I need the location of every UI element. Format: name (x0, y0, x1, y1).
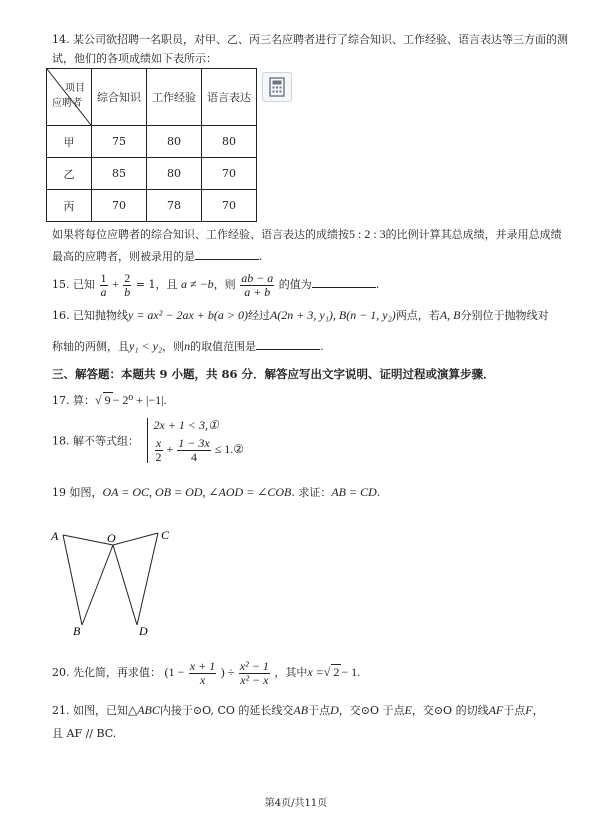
table-cell: 70 (202, 190, 257, 222)
q14-after2: 最高的应聘者，则被录用的是 . (52, 250, 263, 263)
table-row (47, 158, 257, 190)
page-footer: 第4页/共11页 (264, 798, 328, 809)
score-table (46, 68, 257, 222)
corner-bottom-label: 应聘者 (52, 98, 82, 109)
ineq-1: 2x + 1 < 3,① (153, 418, 219, 432)
calculator-icon[interactable] (262, 72, 292, 102)
table-corner-cell (47, 69, 92, 126)
q15: 15. 已知 $\frac{1}{a}$ + $\frac{2}{b}$ = 1，且 a ≠ −b，则 $\frac{ab - a}{a + b}$ 的值为 . (52, 271, 380, 299)
label-B: B (73, 624, 81, 638)
table-cell: 70 (92, 190, 147, 222)
label-O: O (107, 531, 116, 545)
table-cell: 78 (147, 190, 202, 222)
table-cell: 80 (147, 126, 202, 158)
table-cell: 80 (147, 158, 202, 190)
table-cell: 75 (92, 126, 147, 158)
q14-after1: 如果将每位应聘者的综合知识、工作经验、语言表达的成绩按5 : 2 : 3的比例计算其总成绩，并录用总成绩 (52, 227, 562, 241)
answer-blank (195, 249, 259, 260)
table-cell: 80 (202, 126, 257, 158)
ratio: 5 : 2 : 3 (349, 227, 386, 241)
q21-line1: 21. 如图，已知△ABC内接于⊙O, CO 的延长线交AB于点D，交⊙O 于点E，交⊙O 的切线AF于点F， (52, 703, 544, 717)
section-3-title: 三、解答题：本题共 9 小题，共 86 分．解答应写出文字说明、证明过程或演算步骤． (52, 367, 495, 381)
table-cell: 70 (202, 158, 257, 190)
row-name: 丙 (47, 190, 92, 222)
corner-top-label: 项目 (65, 83, 85, 94)
q21-line2: 且 AF // BC. (52, 727, 117, 740)
q14-line2: 试，他们的各项成绩如下表所示： (52, 52, 217, 65)
q16-line1: 16. 已知抛物线y = ax² − 2ax + b(a > 0)经过A(2n + 3, y₁), B(n − 1, y₂)两点，若A, B分别位于抛物线对 (52, 308, 549, 322)
answer-blank (256, 339, 320, 350)
label-A: A (51, 529, 59, 543)
q16-line2: 称轴的两侧，且y₁ < y₂，则n的取值范围是 . (52, 339, 324, 353)
q19: 19 如图，OA = OC, OB = OD, ∠AOD = ∠COB. 求证：AB = CD. (52, 485, 381, 499)
geometry-figure (48, 525, 178, 640)
table-row (47, 126, 257, 158)
q17: 17. 算：√ 9 − 2⁰ + |−1|. (52, 393, 167, 407)
q14-line1: 14. 某公司欲招聘一名职员，对甲、乙、丙三名应聘者进行了综合知识、工作经验、语言表达等三方面的测 (52, 33, 568, 46)
answer-blank (312, 277, 376, 288)
table-cell: 85 (92, 158, 147, 190)
q20: 20. 先化简，再求值： (1 − $\frac{x + 1}{x}$ ) ÷ $\frac{\text{x² − 1}}{\text{x² − x}}$ ，其中x =√ 2 − 1. (52, 659, 361, 687)
q18: 18. 解不等式组： 2x + 1 < 3,① $\frac{x}{2}$ + $\frac{1 - 3x}{4}$ ≤ 1.② (52, 418, 245, 464)
label-D: D (139, 624, 148, 638)
table-header: 语言表达 (202, 69, 257, 126)
row-name: 甲 (47, 126, 92, 158)
table-row (47, 190, 257, 222)
row-name: 乙 (47, 158, 92, 190)
label-C: C (161, 528, 170, 542)
table-header: 综合知识 (92, 69, 147, 126)
table-header: 工作经验 (147, 69, 202, 126)
